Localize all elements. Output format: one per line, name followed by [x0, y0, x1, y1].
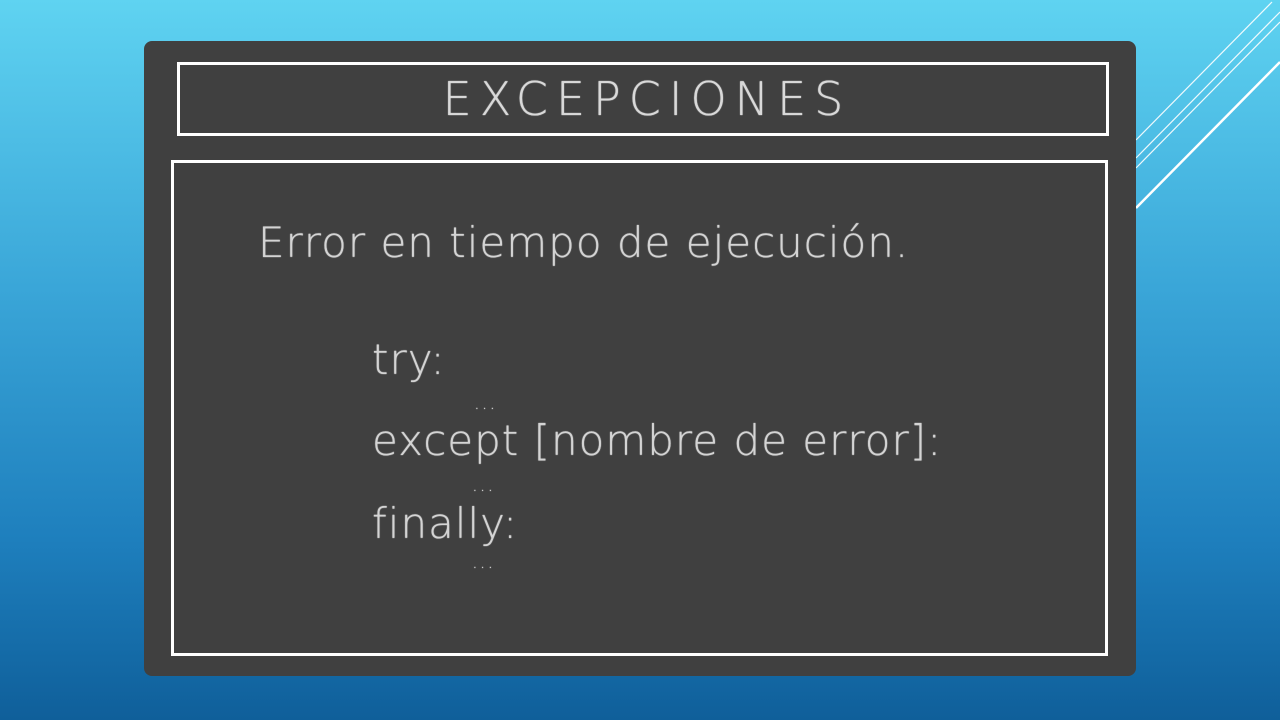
deco-line-1: [1136, 2, 1272, 140]
deco-line-3: [1136, 22, 1280, 168]
title-box: [177, 62, 1109, 136]
slide-title: EXCEPCIONES: [442, 72, 852, 126]
ellipsis-2: ...: [472, 475, 496, 496]
code-line-except: except [nombre de error]:: [372, 416, 943, 465]
deco-line-4: [1136, 62, 1280, 208]
code-line-try: try:: [372, 335, 446, 384]
deco-line-2: [1136, 12, 1280, 158]
ellipsis-3: ...: [472, 552, 496, 573]
ellipsis-1: ...: [474, 393, 498, 414]
intro-text: Error en tiempo de ejecución.: [258, 218, 910, 267]
code-line-finally: finally:: [372, 499, 519, 548]
